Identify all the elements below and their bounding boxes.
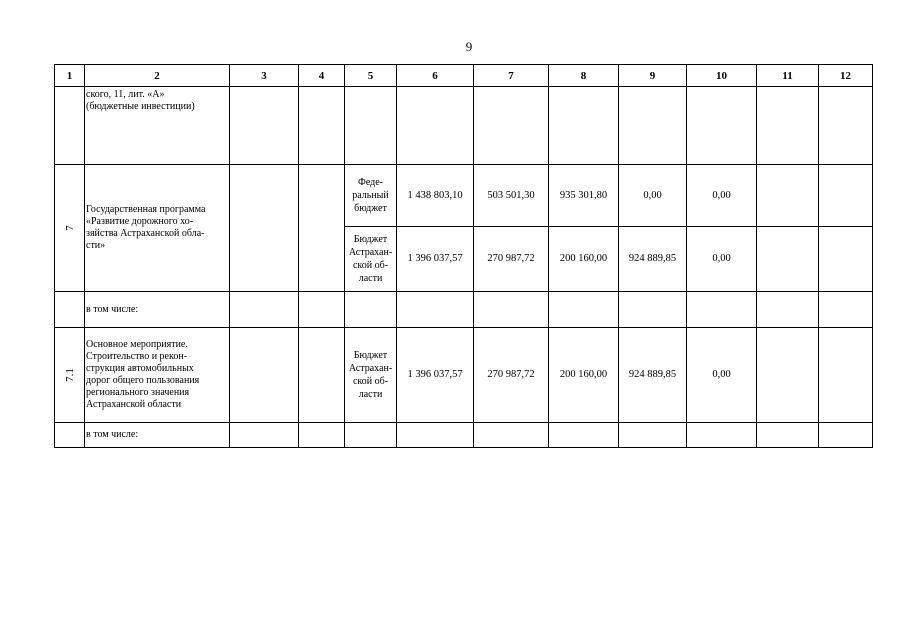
table-cell <box>345 87 397 165</box>
table-cell <box>230 328 299 423</box>
funding-source: Бюджет Астрахан- ской об- ласти <box>345 328 397 423</box>
column-header: 1 <box>55 65 85 87</box>
table-cell <box>549 423 619 448</box>
table-cell <box>345 292 397 328</box>
value-col9: 0,00 <box>619 165 687 227</box>
table-cell <box>757 165 819 227</box>
budget-table <box>54 64 873 448</box>
table-cell <box>757 87 819 165</box>
row-number-text: 7 <box>63 224 76 231</box>
row-number <box>55 165 85 292</box>
table-cell <box>397 423 474 448</box>
table-cell <box>230 423 299 448</box>
column-header: 12 <box>819 65 873 87</box>
table-cell <box>757 423 819 448</box>
column-header: 2 <box>85 65 230 87</box>
table-cell <box>619 87 687 165</box>
header-row <box>55 65 873 87</box>
item-name: в том числе: <box>85 423 230 448</box>
table-cell <box>397 292 474 328</box>
value-col6: 1 396 037,57 <box>397 328 474 423</box>
table-cell <box>687 87 757 165</box>
table-cell <box>299 165 345 292</box>
table-cell <box>819 165 873 227</box>
item-name: ского, 11, лит. «А» (бюджетные инвестиции) <box>85 87 230 165</box>
table-cell <box>757 292 819 328</box>
table-cell <box>230 87 299 165</box>
table-cell <box>474 87 549 165</box>
table-cell <box>819 227 873 292</box>
column-header: 11 <box>757 65 819 87</box>
column-header: 3 <box>230 65 299 87</box>
table-cell <box>619 292 687 328</box>
table-cell <box>549 87 619 165</box>
table-cell <box>819 328 873 423</box>
value-col6: 1 396 037,57 <box>397 227 474 292</box>
table-cell <box>299 87 345 165</box>
value-col9: 924 889,85 <box>619 328 687 423</box>
value-col10: 0,00 <box>687 328 757 423</box>
table-row-activity-7-1 <box>55 328 873 423</box>
table-cell <box>230 292 299 328</box>
column-header: 5 <box>345 65 397 87</box>
column-header: 9 <box>619 65 687 87</box>
value-col8: 935 301,80 <box>549 165 619 227</box>
table-cell <box>687 292 757 328</box>
table-cell <box>474 292 549 328</box>
value-col6: 1 438 803,10 <box>397 165 474 227</box>
value-col10: 0,00 <box>687 227 757 292</box>
column-header: 10 <box>687 65 757 87</box>
table-row-program-7-federal <box>55 165 873 227</box>
column-header: 6 <box>397 65 474 87</box>
item-name: в том числе: <box>85 292 230 328</box>
item-name: Основное мероприятие. Строительство и рекон- струкция автомобильных дорог общего пользования регионального значения Астраханской области <box>85 328 230 423</box>
table-row-continuation <box>55 87 873 165</box>
table-cell <box>345 423 397 448</box>
value-col8: 200 160,00 <box>549 227 619 292</box>
column-header: 7 <box>474 65 549 87</box>
table-cell <box>397 87 474 165</box>
table-row-including <box>55 423 873 448</box>
item-name: Государственная программа «Развитие дорожного хо- зяйства Астраханской обла- сти» <box>85 165 230 292</box>
table-cell <box>299 423 345 448</box>
table-cell <box>230 165 299 292</box>
value-col7: 270 987,72 <box>474 328 549 423</box>
table-cell <box>55 87 85 165</box>
table-cell <box>757 227 819 292</box>
value-col9: 924 889,85 <box>619 227 687 292</box>
table-cell <box>619 423 687 448</box>
table-cell <box>819 87 873 165</box>
row-number <box>55 328 85 423</box>
table-cell <box>819 292 873 328</box>
page-number: 9 <box>465 39 473 54</box>
row-number-text: 7.1 <box>63 367 76 382</box>
table-cell <box>474 423 549 448</box>
value-col7: 503 501,30 <box>474 165 549 227</box>
value-col10: 0,00 <box>687 165 757 227</box>
table-row-including <box>55 292 873 328</box>
table-cell <box>55 423 85 448</box>
table-cell <box>687 423 757 448</box>
table-cell <box>299 328 345 423</box>
table-cell <box>819 423 873 448</box>
funding-source: Феде- ральный бюджет <box>345 165 397 227</box>
table-cell <box>299 292 345 328</box>
column-header: 4 <box>299 65 345 87</box>
value-col7: 270 987,72 <box>474 227 549 292</box>
table-cell <box>549 292 619 328</box>
funding-source: Бюджет Астрахан- ской об- ласти <box>345 227 397 292</box>
value-col8: 200 160,00 <box>549 328 619 423</box>
table-cell <box>55 292 85 328</box>
column-header: 8 <box>549 65 619 87</box>
table-cell <box>757 328 819 423</box>
